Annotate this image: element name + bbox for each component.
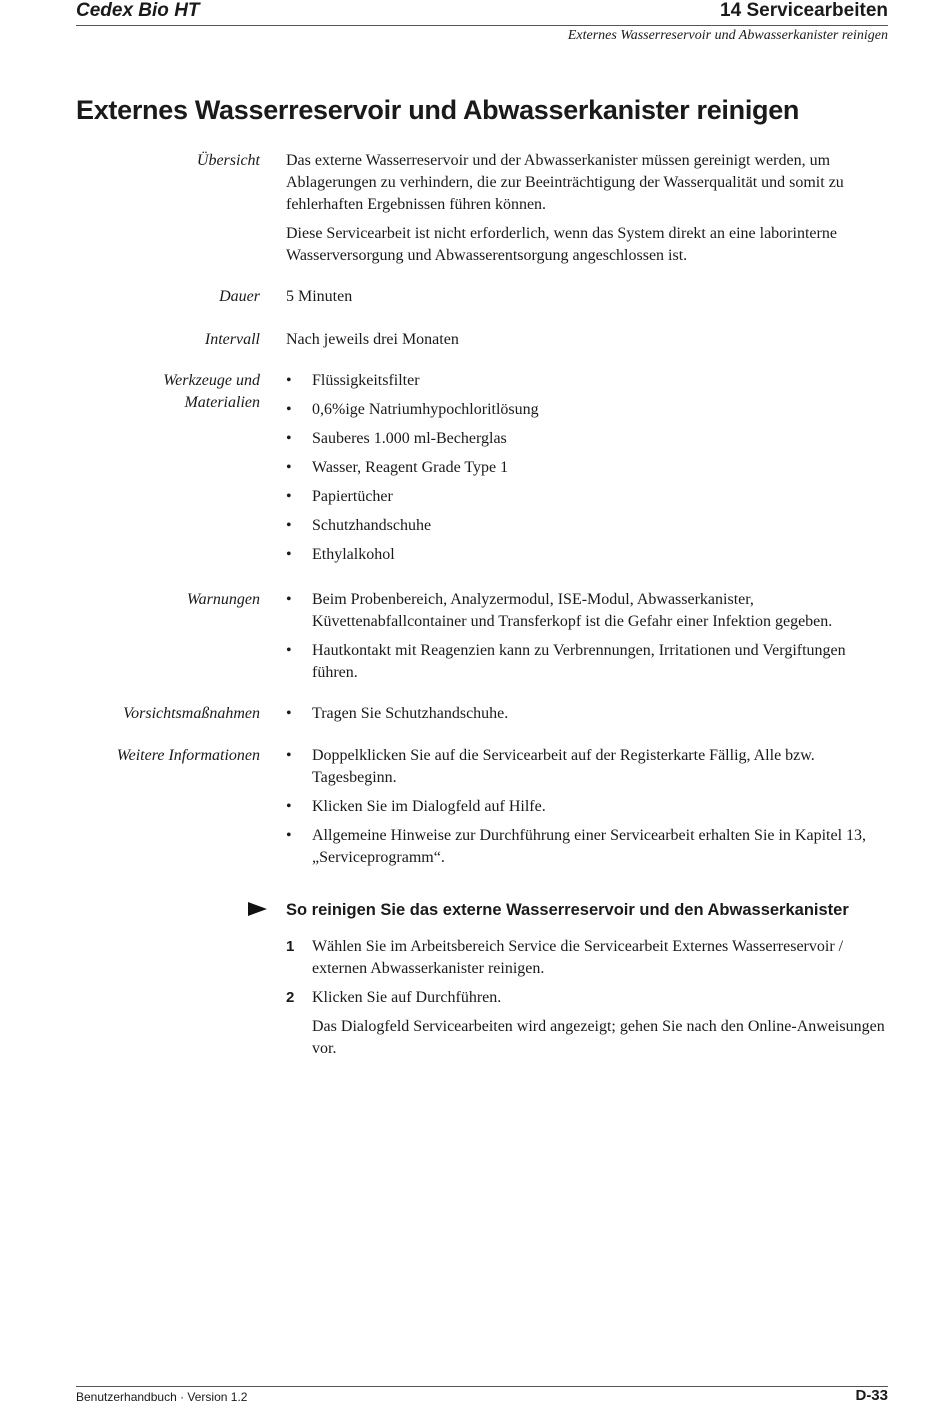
duration-label: Dauer [219, 288, 260, 305]
header-rule [76, 25, 888, 26]
warnings-list [286, 589, 891, 684]
step-number: 1 [286, 938, 295, 955]
tools-list [286, 370, 891, 566]
overview-paragraph-1: Das externe Wasserreservoir und der Abwasserkanister müssen gereinigt werden, um Ablagerungen zu verhindern, die zur Beeinträchtigung der Wasserqualität und somit zu fehlerhaften Ergebnissen führen können. [286, 152, 844, 213]
footer-rule [76, 1386, 888, 1387]
header-subtitle: Externes Wasserreservoir und Abwasserkanister reinigen [567, 28, 888, 43]
header-chapter: 14 Servicearbeiten [720, 0, 888, 21]
header-product: Cedex Bio HT [76, 0, 200, 21]
list-item: • Wasser, Reagent Grade Type 1 [286, 457, 891, 479]
tools-label-line-1: Werkzeuge und [163, 372, 260, 389]
list-item: • Allgemeine Hinweise zur Durchführung einer Servicearbeit erhalten Sie in Kapitel 13, „Serviceprogramm“. [286, 825, 891, 869]
overview-paragraph-2: Diese Servicearbeit ist nicht erforderlich, wenn das System direkt an eine laborinterne Wasserversorgung und Abwasserentsorgung angeschlossen ist. [286, 225, 837, 264]
list-item: • Doppelklicken Sie auf die Servicearbeit auf der Registerkarte Fällig, Alle bzw. Tagesbeginn. [286, 745, 891, 789]
interval-label: Intervall [204, 331, 260, 348]
precautions-list [286, 703, 891, 725]
step-number: 2 [286, 989, 295, 1006]
page-title: Externes Wasserreservoir und Abwasserkanister reinigen [76, 95, 800, 125]
more-info-list [286, 745, 891, 869]
list-item: • Sauberes 1.000 ml-Becherglas [286, 428, 891, 450]
precautions-label: Vorsichtsmaßnahmen [123, 705, 260, 722]
list-item: • Flüssigkeitsfilter [286, 370, 891, 392]
step-text: Klicken Sie auf Durchführen. [312, 989, 502, 1006]
list-item: • Hautkontakt mit Reagenzien kann zu Verbrennungen, Irritationen und Vergiftungen führen. [286, 640, 891, 684]
more-info-label: Weitere Informationen [116, 747, 260, 764]
duration-value: 5 Minuten [286, 288, 353, 305]
list-item: • Ethylalkohol [286, 544, 891, 566]
warnings-label: Warnungen [186, 591, 260, 608]
list-item: • Tragen Sie Schutzhandschuhe. [286, 703, 891, 725]
step-text: Wählen Sie im Arbeitsbereich Service die Servicearbeit Externes Wasserreservoir / externen Abwasserkanister reinigen. [312, 938, 844, 977]
procedure-step-2 [286, 987, 891, 1060]
interval-value: Nach jeweils drei Monaten [286, 331, 459, 348]
tools-label-line-2: Materialien [184, 394, 260, 411]
footer-page-number: D-33 [855, 1387, 888, 1404]
footer-document-version: Benutzerhandbuch · Version 1.2 [76, 1390, 248, 1404]
procedure-step-1 [286, 936, 891, 980]
step-note: Das Dialogfeld Servicearbeiten wird angezeigt; gehen Sie nach den Online-Anweisungen vor. [312, 1018, 885, 1057]
list-item: • Beim Probenbereich, Analyzermodul, ISE-Modul, Abwasserkanister, Küvettenabfallcontainer und Transferkopf ist die Gefahr einer Infektion gegeben. [286, 589, 891, 633]
list-item: • Schutzhandschuhe [286, 515, 891, 537]
list-item: • 0,6%ige Natriumhypochloritlösung [286, 399, 891, 421]
procedure-title: So reinigen Sie das externe Wasserreservoir und den Abwasserkanister [286, 901, 849, 919]
list-item: • Klicken Sie im Dialogfeld auf Hilfe. [286, 796, 891, 818]
overview-label: Übersicht [196, 152, 260, 169]
tools-label [60, 370, 260, 414]
overview-text [286, 150, 891, 267]
procedure-arrow-icon [248, 902, 267, 916]
list-item: • Papiertücher [286, 486, 891, 508]
